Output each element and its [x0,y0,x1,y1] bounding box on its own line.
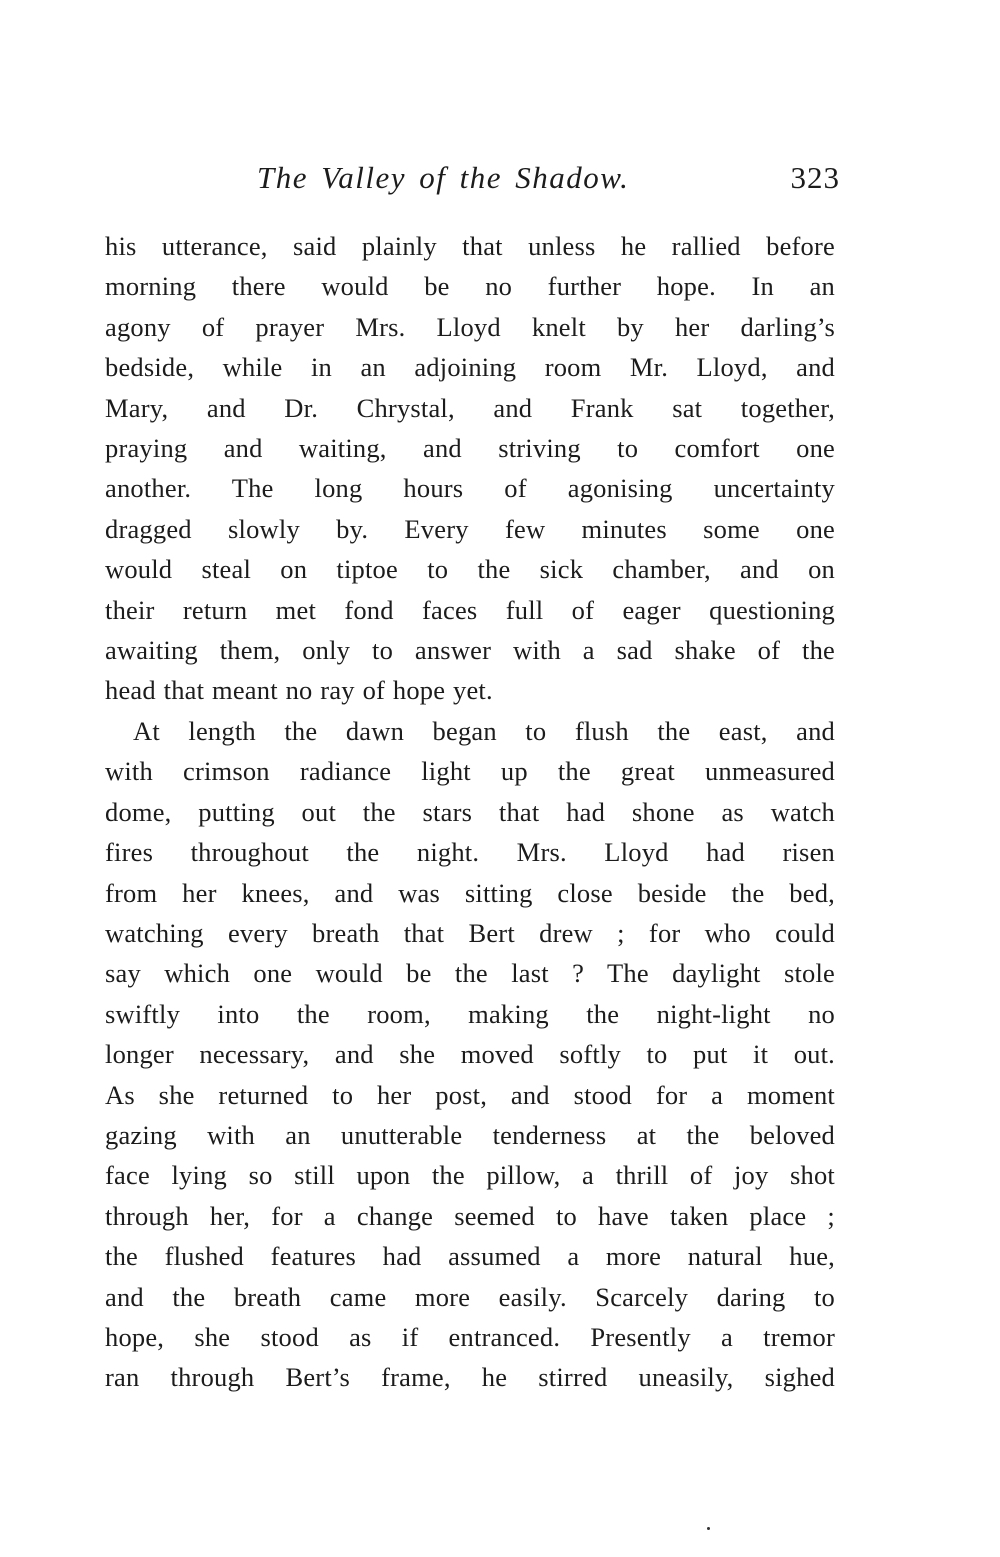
text-line: with crimson radiance light up the great unmeasured [105,756,835,787]
text-line: morning there would be no further hope. In an [105,271,835,302]
text-line: At length the dawn began to flush the east, and [133,715,835,746]
body-text [105,226,835,1398]
text-line: ran through Bert’s frame, he stirred uneasily, sighed [105,1362,835,1393]
text-line: face lying so still upon the pillow, a thrill of joy shot [105,1160,835,1191]
text-line: and the breath came more easily. Scarcely daring to [105,1281,835,1312]
text-line: would steal on tiptoe to the sick chamber, and on [105,554,835,585]
text-line: hope, she stood as if entranced. Presently a tremor [105,1321,835,1352]
running-head [105,160,840,204]
text-line: the flushed features had assumed a more natural hue, [105,1241,835,1272]
text-line: gazing with an unutterable tenderness at the beloved [105,1119,835,1150]
text-line: swiftly into the room, making the night-light no [105,998,835,1029]
text-line: fires throughout the night. Mrs. Lloyd had risen [105,837,835,868]
text-line: through her, for a change seemed to have taken place ; [105,1200,835,1231]
text-line: their return met fond faces full of eager questioning [105,594,835,625]
ink-speck [707,1527,710,1530]
running-title: The Valley of the Shadow. [257,160,630,195]
paragraph-1 [105,226,835,711]
text-line: awaiting them, only to answer with a sad shake of the [105,635,835,666]
text-line: bedside, while in an adjoining room Mr. Lloyd, and [105,352,835,383]
text-line: dragged slowly by. Every few minutes some one [105,513,835,544]
page-number: 323 [790,160,840,195]
text-line: his utterance, said plainly that unless he rallied before [105,231,835,261]
text-line: from her knees, and was sitting close beside the bed, [105,877,835,908]
text-line: another. The long hours of agonising uncertainty [105,473,835,504]
text-line: watching every breath that Bert drew ; for who could [105,917,835,948]
text-line: say which one would be the last ? The daylight stole [105,958,835,989]
paragraph-2 [105,711,835,1398]
text-line: Mary, and Dr. Chrystal, and Frank sat together, [105,392,835,423]
text-line: head that meant no ray of hope yet. [105,675,493,706]
text-line: longer necessary, and she moved softly to put it out. [105,1039,835,1070]
text-line: dome, putting out the stars that had shone as watch [105,796,835,827]
text-line: As she returned to her post, and stood for a moment [105,1079,835,1110]
text-line: agony of prayer Mrs. Lloyd knelt by her darling’s [105,311,835,342]
text-line: praying and waiting, and striving to comfort one [105,433,835,464]
